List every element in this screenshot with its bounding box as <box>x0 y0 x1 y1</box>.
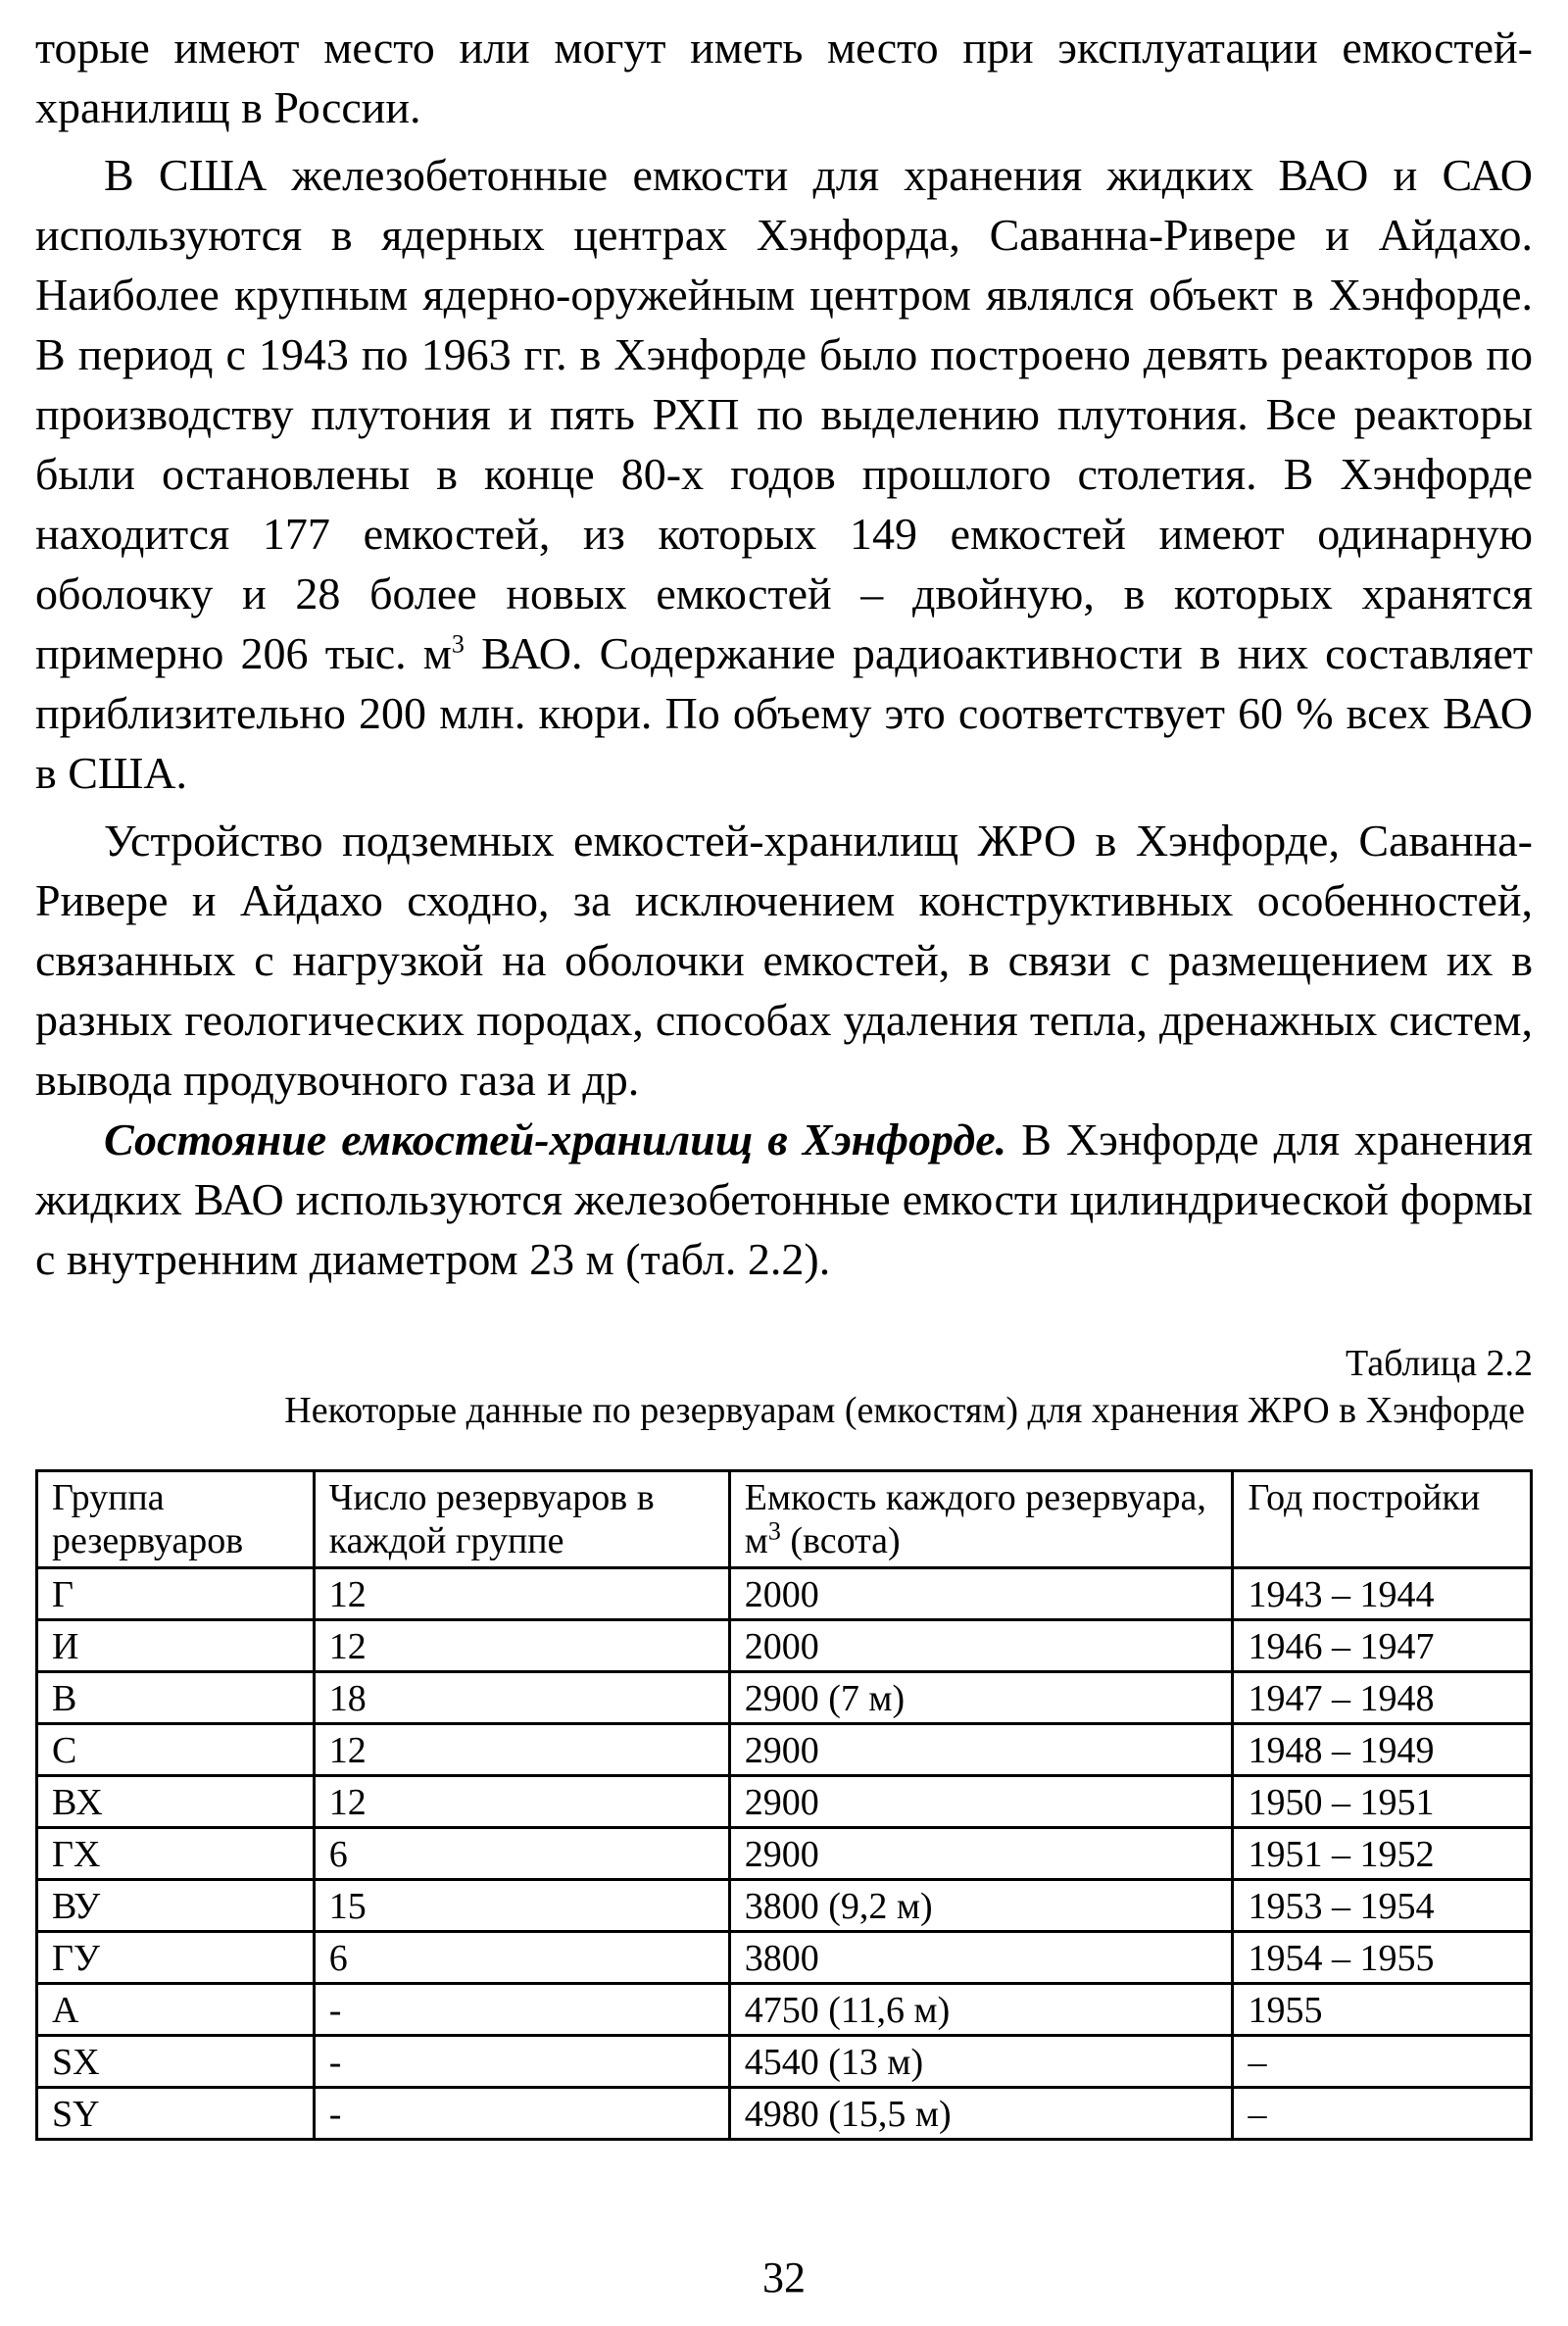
cell-capacity: 2000 <box>729 1620 1233 1672</box>
cell-year: 1951 – 1952 <box>1233 1828 1532 1880</box>
cell-year: 1950 – 1951 <box>1233 1776 1532 1828</box>
cell-count: 6 <box>314 1828 729 1880</box>
table-number: Таблица 2.2 <box>1345 1343 1533 1384</box>
cell-year: – <box>1233 2088 1532 2140</box>
cell-capacity: 4750 (11,6 м) <box>729 1984 1233 2036</box>
cell-capacity: 3800 (9,2 м) <box>729 1880 1233 1932</box>
cell-capacity: 2900 <box>729 1724 1233 1776</box>
cell-count: 6 <box>314 1932 729 1984</box>
table-row <box>37 1932 1532 1984</box>
document-page <box>35 18 1533 2141</box>
cell-count: 12 <box>314 1776 729 1828</box>
cell-count: - <box>314 1984 729 2036</box>
cell-group: ГХ <box>37 1828 315 1880</box>
table-header-row <box>37 1471 1532 1568</box>
cell-group: В <box>37 1672 315 1724</box>
superscript: 3 <box>767 1516 781 1546</box>
paragraph-continuation: торые имеют место или могут иметь место при эксплуатации емкостей-хранилищ в России. <box>35 23 1533 132</box>
paragraph-tank-design: Устройство подземных емкостей-хранилищ ЖРО в Хэнфорде, Саванна-Ривере и Айдахо сходно, за исключением конструктивных особенностей, связанных с нагрузкой на оболочки емкостей, в связи с размещением их в разных геологических породах, способах удаления тепла, дренажных систем, вывода продувочного газа и др. <box>35 816 1533 1105</box>
table-row <box>37 1568 1532 1620</box>
paragraph-text: ВАО. Содержание радиоактивности в них составляет приблизительно 200 млн. кюри. По объему это соответствует 60 % всех ВАО в США. <box>35 628 1533 798</box>
reservoir-table <box>35 1469 1533 2141</box>
cell-group: И <box>37 1620 315 1672</box>
cell-group: ВУ <box>37 1880 315 1932</box>
cell-capacity: 4980 (15,5 м) <box>729 2088 1233 2140</box>
cell-count: - <box>314 2036 729 2088</box>
cell-year: 1946 – 1947 <box>1233 1620 1532 1672</box>
cell-count: 12 <box>314 1724 729 1776</box>
table-caption <box>35 1340 1533 1434</box>
table-row <box>37 2036 1532 2088</box>
header-capacity <box>729 1471 1233 1568</box>
cell-year: 1947 – 1948 <box>1233 1672 1532 1724</box>
paragraph-hanford-state <box>35 1110 1533 1289</box>
cell-year: 1954 – 1955 <box>1233 1932 1532 1984</box>
cell-group: С <box>37 1724 315 1776</box>
cell-count: 12 <box>314 1620 729 1672</box>
header-capacity-text: (всота) <box>780 1520 901 1561</box>
paragraph-text: В США железобетонные емкости для хранения жидких ВАО и САО используются в ядерных центрах Хэнфорда, Саванна-Ривере и Айдахо. Наиболее крупным ядерно-оружейным центром являлся объект в Хэнфорде. В период с 1943 по 1963 гг. в Хэнфорде было построено девять реакторов по производству плутония и пять РХП по выделению плутония. Все реакторы были остановлены в конце 80-х годов прошлого столетия. В Хэнфорде находится 177 емкостей, из которых 149 емкостей имеют одинарную оболочку и 28 более новых емкостей – двойную, в которых хранятся примерно 206 тыс. м <box>35 150 1533 678</box>
table-row <box>37 1880 1532 1932</box>
cell-capacity: 2900 <box>729 1776 1233 1828</box>
table-row <box>37 1828 1532 1880</box>
table-row <box>37 1724 1532 1776</box>
cell-group: Г <box>37 1568 315 1620</box>
table-row <box>37 1620 1532 1672</box>
header-group: Группа резервуаров <box>37 1471 315 1568</box>
table-title: Некоторые данные по резервуарам (емкостям) для хранения ЖРО в Хэнфорде <box>284 1390 1525 1431</box>
table-row <box>37 1776 1532 1828</box>
section-lead: Состояние емкостей-хранилищ в Хэнфорде. <box>104 1114 1007 1164</box>
cell-group: ВХ <box>37 1776 315 1828</box>
cell-capacity: 2900 <box>729 1828 1233 1880</box>
page-number: 32 <box>762 2253 806 2301</box>
cell-group: SY <box>37 2088 315 2140</box>
cell-capacity: 2000 <box>729 1568 1233 1620</box>
table-row <box>37 2088 1532 2140</box>
cell-count: 15 <box>314 1880 729 1932</box>
cell-group: ГУ <box>37 1932 315 1984</box>
cell-group: SX <box>37 2036 315 2088</box>
paragraph-usa-tanks <box>35 145 1533 803</box>
cell-year: 1955 <box>1233 1984 1532 2036</box>
header-count: Число резервуаров в каждой группе <box>314 1471 729 1568</box>
cell-capacity: 2900 (7 м) <box>729 1672 1233 1724</box>
superscript: 3 <box>451 629 465 659</box>
cell-count: 18 <box>314 1672 729 1724</box>
header-year: Год постройки <box>1233 1471 1532 1568</box>
paragraph-text: В Хэнфорде для хранения жидких ВАО используются железобетонные емкости цилиндрической формы с внутренним диаметром 23 м (табл. 2.2). <box>35 1114 1533 1284</box>
cell-year: 1953 – 1954 <box>1233 1880 1532 1932</box>
table-row <box>37 1984 1532 2036</box>
cell-year: 1943 – 1944 <box>1233 1568 1532 1620</box>
cell-capacity: 3800 <box>729 1932 1233 1984</box>
cell-year: – <box>1233 2036 1532 2088</box>
cell-count: - <box>314 2088 729 2140</box>
table-row <box>37 1672 1532 1724</box>
header-capacity-text: Емкость каждого резервуара, м <box>744 1477 1206 1561</box>
cell-capacity: 4540 (13 м) <box>729 2036 1233 2088</box>
cell-group: А <box>37 1984 315 2036</box>
cell-count: 12 <box>314 1568 729 1620</box>
cell-year: 1948 – 1949 <box>1233 1724 1532 1776</box>
